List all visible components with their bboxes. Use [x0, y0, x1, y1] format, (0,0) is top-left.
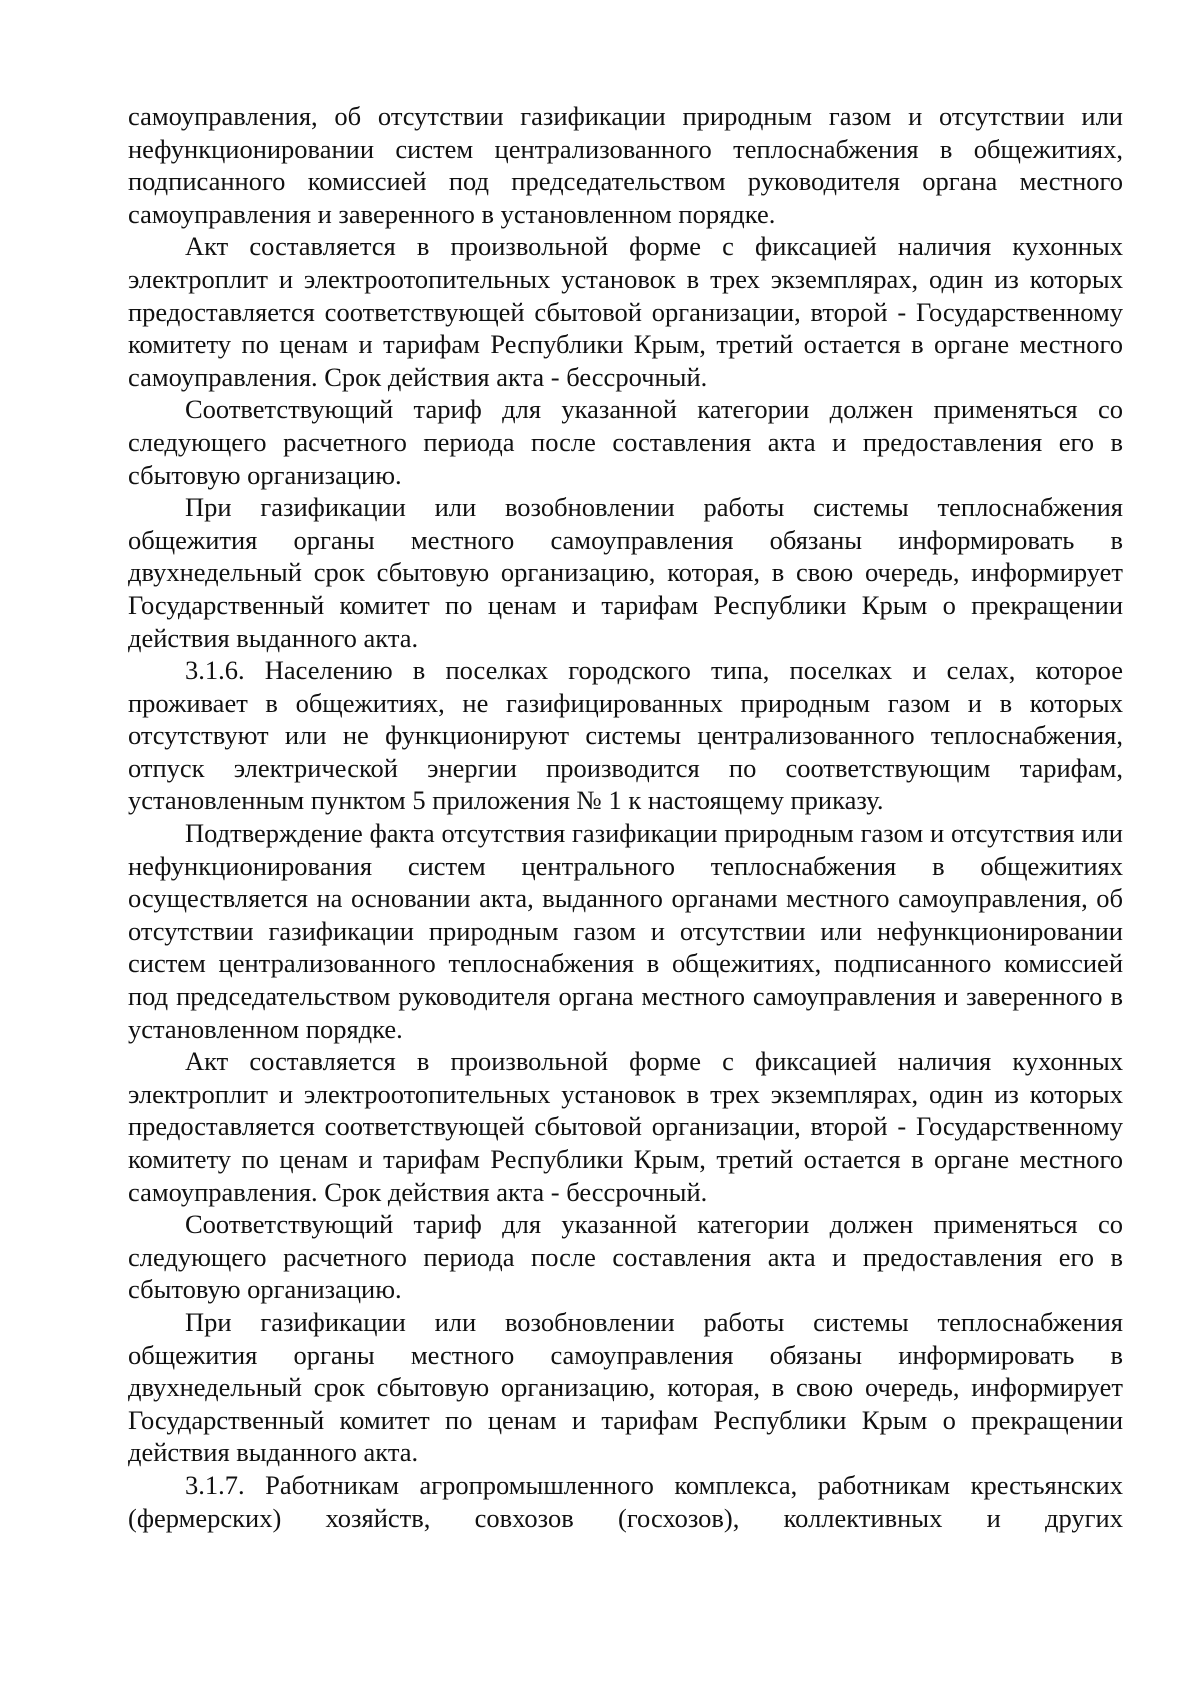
paragraph-6: Подтверждение факта отсутствия газификации природным газом и отсутствия или нефункционирования систем центрального теплоснабжения в общежитиях осуществляется на основании акта, выданного органами местного самоуправления, об отсутствии газификации природным газом и отсутствии или нефункционировании систем централизованного теплоснабжения в общежитиях, подписанного комиссией под председательством руководителя органа местного самоуправления и заверенного в установленном порядке. [128, 818, 1123, 1044]
paragraph-8: Соответствующий тариф для указанной категории должен применяться со следующего расчетного периода после составления акта и предоставления его в сбытовую организацию. [128, 1209, 1123, 1305]
paragraph-2: Акт составляется в произвольной форме с фиксацией наличия кухонных электроплит и электроотопительных установок в трех экземплярах, один из которых предоставляется соответствующей сбытовой организации, второй - Государственному комитету по ценам и тарифам Республики Крым, третий остается в органе местного самоуправления. Срок действия акта - бессрочный. [128, 231, 1123, 392]
paragraph-10: 3.1.7. Работникам агропромышленного комплекса, работникам крестьянских (фермерских) хозяйств, совхозов (госхозов), коллективных и других [128, 1469, 1123, 1533]
paragraph-3: Соответствующий тариф для указанной категории должен применяться со следующего расчетного периода после составления акта и предоставления его в сбытовую организацию. [128, 394, 1123, 490]
paragraph-4: При газификации или возобновлении работы системы теплоснабжения общежития органы местного самоуправления обязаны информировать в двухнедельный срок сбытовую организацию, которая, в свою очередь, информирует Государственный комитет по ценам и тарифам Республики Крым о прекращении действия выданного акта. [128, 492, 1123, 653]
document-body [128, 100, 1123, 1534]
paragraph-9: При газификации или возобновлении работы системы теплоснабжения общежития органы местного самоуправления обязаны информировать в двухнедельный срок сбытовую организацию, которая, в свою очередь, информирует Государственный комитет по ценам и тарифам Республики Крым о прекращении действия выданного акта. [128, 1306, 1123, 1468]
paragraph-5: 3.1.6. Населению в поселках городского типа, поселках и селах, которое проживает в общежитиях, не газифицированных природным газом и в которых отсутствуют или не функционируют системы централизованного теплоснабжения, отпуск электрической энергии производится по соответствующим тарифам, установленным пунктом 5 приложения № 1 к настоящему приказу. [128, 655, 1123, 816]
paragraph-7: Акт составляется в произвольной форме с фиксацией наличия кухонных электроплит и электроотопительных установок в трех экземплярах, один из которых предоставляется соответствующей сбытовой организации, второй - Государственному комитету по ценам и тарифам Республики Крым, третий остается в органе местного самоуправления. Срок действия акта - бессрочный. [128, 1046, 1123, 1207]
paragraph-1: самоуправления, об отсутствии газификации природным газом и отсутствии или нефункционировании систем централизованного теплоснабжения в общежитиях, подписанного комиссией под председательством руководителя органа местного самоуправления и заверенного в установленном порядке. [128, 101, 1123, 229]
